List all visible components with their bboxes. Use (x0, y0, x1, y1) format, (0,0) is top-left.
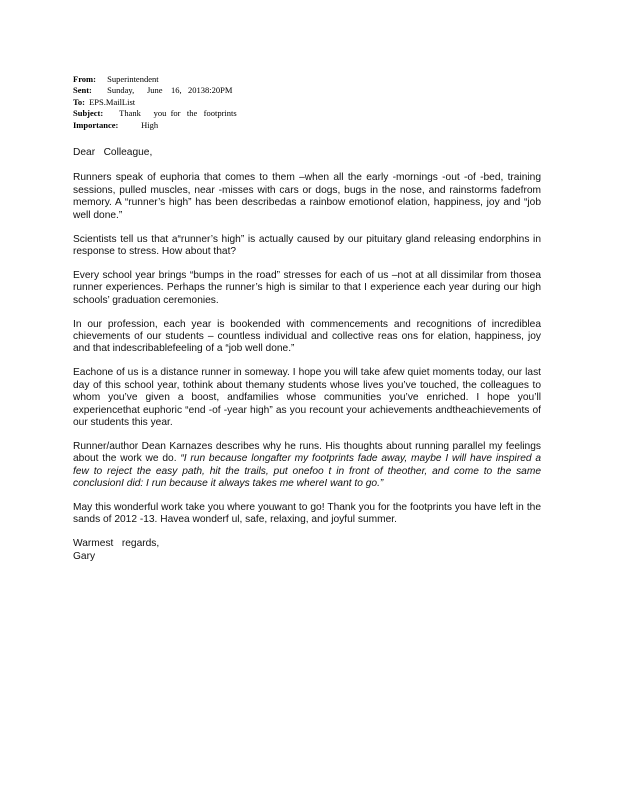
importance-row (73, 120, 237, 131)
to-label: To: (73, 96, 85, 107)
karnazes-intro: Runner/author Dean Karnazes describes why he runs. His thoughts about running parallel my feelings about the work we do. (73, 440, 541, 465)
paragraph-runners-euphoria: Runners speak of euphoria that comes to them –when all the early -mornings -out -of -bed, training sessions, pulled muscles, near -misses with cars or dogs, bugs in the nose, and rainstorms fadefrom memory. A “runner’s high” has been describedas a rainbow emotionof elation, happiness, joy and “job well done.” (73, 172, 541, 221)
from-label: From: (73, 74, 96, 84)
paragraph-closing-wish: May this wonderful work take you where youwant to go! Thank you for the footprints you have left in the sands of 2012 -13. Havea wonderf ul, safe, relaxing, and joyful summer. (73, 501, 541, 526)
greeting: Dear Colleague, (73, 147, 153, 158)
closing: Warmest regards, (73, 538, 160, 550)
sent-label: Sent: (73, 85, 92, 96)
subject-value: Thank you for the footprints (119, 108, 237, 119)
from-value: Superintendent (107, 74, 159, 84)
paragraph-profession: In our profession, each year is bookended with commencements and recognitions of incrediblea chievements of our students – countless individual and collective reas ons for elation, happiness, joy and that indescribablefeeling of a “job well done.” (73, 318, 541, 355)
from-row (73, 74, 237, 85)
paragraph-karnazes (73, 441, 541, 491)
to-value: EPS.MailList (89, 96, 136, 107)
subject-row (73, 108, 237, 119)
subject-label: Subject: (73, 108, 104, 119)
paragraph-distance-runner: Eachone of us is a distance runner in someway. I hope you will take afew quiet moments today, our last day of this school year, tothink about themany students whose lives you’ve touched, the colleagues to whom you’ve given a boost, andfamilies whose communities you’ve enriched. I hope you’ll experiencethat euphoric “end -of -year high” as you recount your achievements andtheachievements of our students this year. (73, 367, 541, 428)
paragraph-scientists: Scientists tell us that a“runner’s high” is actually caused by our pituitary gland releasing endorphins in response to stress. How about that? (73, 233, 541, 257)
importance-value: High (141, 119, 159, 130)
sent-row (73, 85, 237, 96)
to-row (73, 97, 237, 108)
signature: Gary (73, 550, 96, 562)
karnazes-quote: “I run because longafter my footprints fade away, maybe I will have inspired a few to reject the easy path, hit the trails, put onefoo t in front of theother, and come to the same conclusionI did: I run because it always takes me whereI want to go.” (73, 453, 542, 490)
sent-value: Sunday, June 16, 20138:20PM (107, 85, 233, 96)
paragraph-school-year: Every school year brings “bumps in the road” stresses for each of us –not at all dissimilar from thosea runner experiences. Perhaps the runner’s high is similar to that I experience each year during our high schools’ graduation ceremonies. (73, 269, 541, 306)
email-header (73, 74, 237, 131)
importance-label: Importance: (73, 119, 119, 130)
letter-body (73, 147, 541, 563)
